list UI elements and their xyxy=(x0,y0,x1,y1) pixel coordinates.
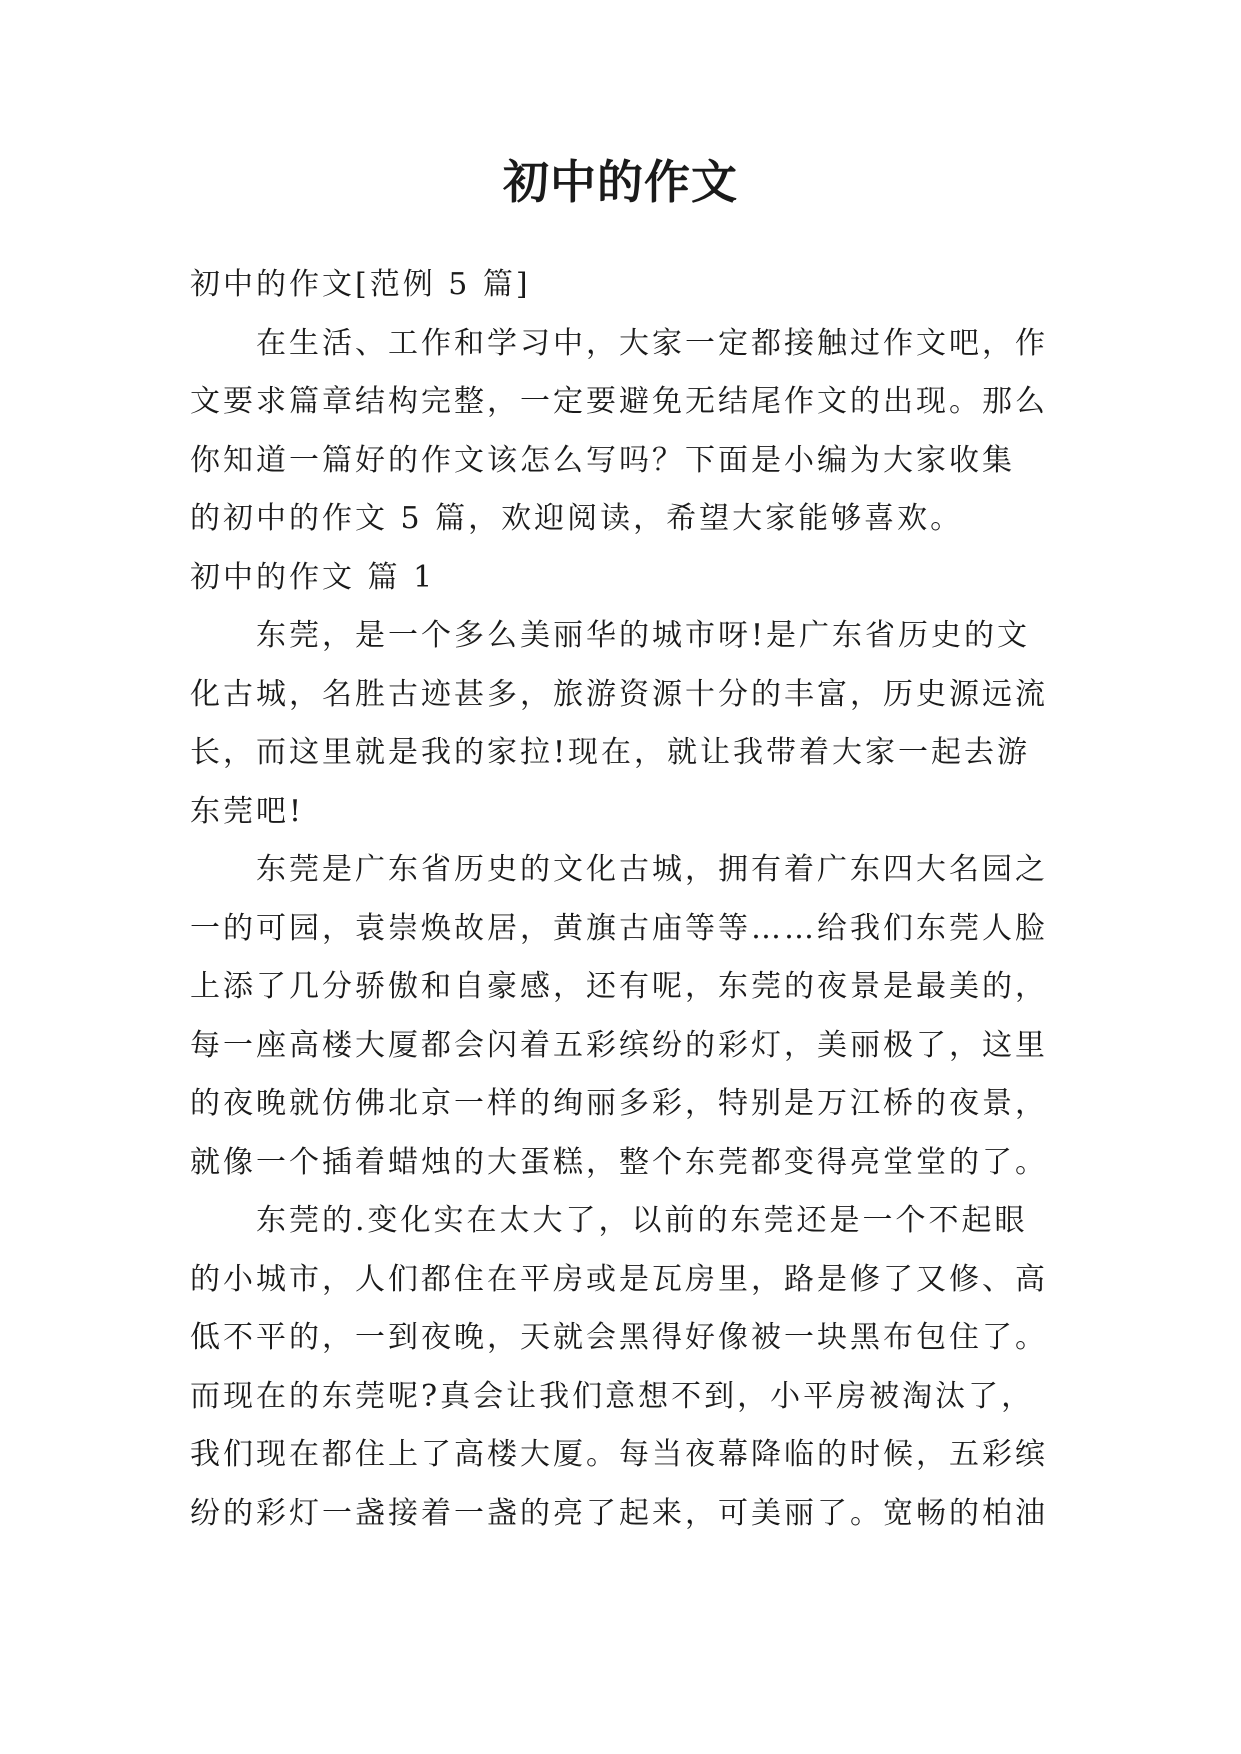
text-line: 文要求篇章结构完整，一定要避免无结尾作文的出现。那么 xyxy=(190,384,1048,419)
text-line: 化古城，名胜古迹甚多，旅游资源十分的丰富，历史源远流 xyxy=(190,676,1048,712)
text-line: 低不平的，一到夜晚，天就会黑得好像被一块黑布包住了。 xyxy=(190,1320,1048,1355)
document-body xyxy=(190,256,1070,1543)
text-line: 我们现在都住上了高楼大厦。每当夜幕降临的时候，五彩缤 xyxy=(190,1437,1048,1472)
text-line: 长，而这里就是我的家拉!现在，就让我带着大家一起去游 xyxy=(190,735,1031,770)
text-line: 你知道一篇好的作文该怎么写吗？下面是小编为大家收集 xyxy=(190,442,1015,478)
text-line: 东莞吧! xyxy=(190,793,305,829)
text-line: 东莞，是一个多么美丽华的城市呀!是广东省历史的文 xyxy=(256,618,1031,653)
text-line: 每一座高楼大厦都会闪着五彩缤纷的彩灯，美丽极了，这里 xyxy=(190,1027,1048,1063)
text-line: 初中的作文 篇 1 xyxy=(190,559,436,595)
text-line: 的小城市，人们都住在平房或是瓦房里，路是修了又修、高 xyxy=(190,1261,1048,1297)
text-line: 上添了几分骄傲和自豪感，还有呢，东莞的夜景是最美的， xyxy=(190,969,1048,1004)
text-line: 而现在的东莞呢?真会让我们意想不到，小平房被淘汰了， xyxy=(190,1378,1035,1414)
text-line: 就像一个插着蜡烛的大蛋糕，整个东莞都变得亮堂堂的了。 xyxy=(190,1144,1048,1180)
text-line: 的初中的作文 5 篇，欢迎阅读，希望大家能够喜欢。 xyxy=(190,501,964,536)
text-line: 一的可园，袁崇焕故居，黄旗古庙等等……给我们东莞人脸 xyxy=(190,910,1048,946)
text-line: 东莞是广东省历史的文化古城，拥有着广东四大名园之 xyxy=(256,852,1048,887)
text-line: 的夜晚就仿佛北京一样的绚丽多彩，特别是万江桥的夜景， xyxy=(190,1086,1048,1121)
text-line: 东莞的.变化实在太大了，以前的东莞还是一个不起眼 xyxy=(256,1203,1028,1238)
page-title: 初中的作文 xyxy=(503,155,738,209)
text-line: 在生活、工作和学习中，大家一定都接触过作文吧，作 xyxy=(256,325,1048,361)
text-line: 初中的作文[范例 5 篇] xyxy=(190,267,531,302)
text-line: 纷的彩灯一盏接着一盏的亮了起来，可美丽了。宽畅的柏油 xyxy=(190,1495,1048,1531)
